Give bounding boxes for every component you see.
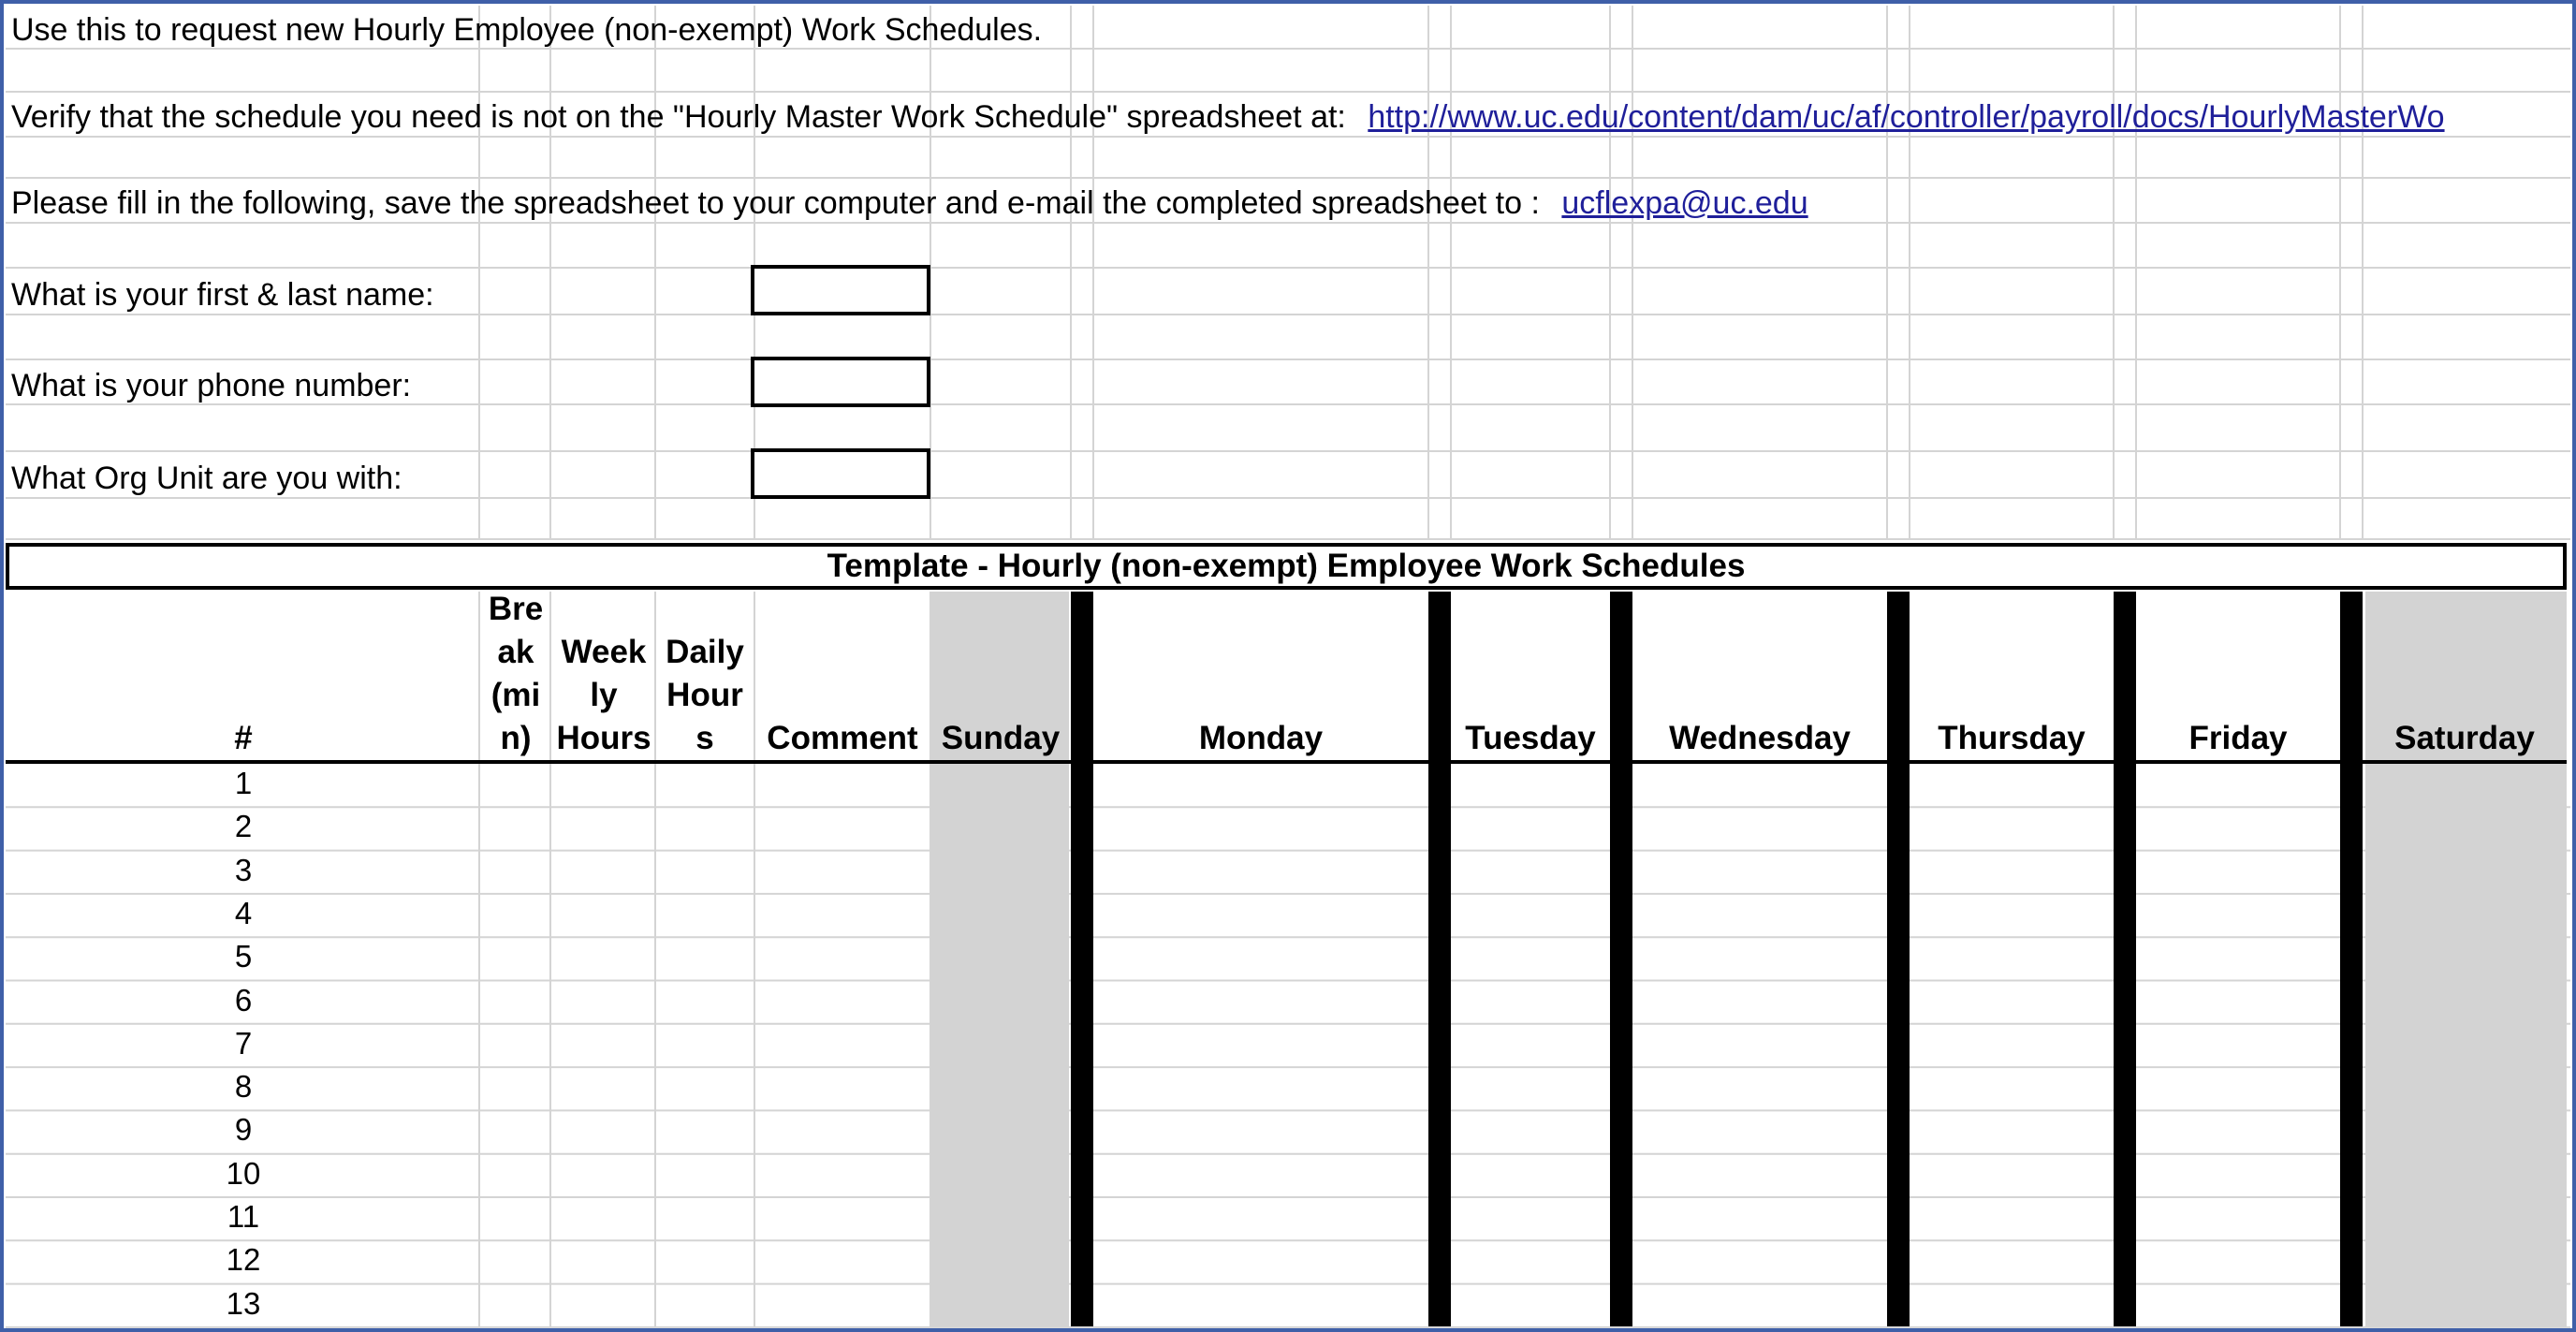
row-number: 11 — [227, 1199, 260, 1234]
master-schedule-link[interactable]: http://www.uc.edu/content/dam/uc/af/controller/payroll/docs/HourlyMasterWo — [1368, 99, 2445, 135]
instruction-line-1: Use this to request new Hourly Employee (non-exempt) Work Schedules. — [11, 12, 1043, 48]
row-number: 10 — [226, 1155, 261, 1191]
row-number: 1 — [234, 766, 253, 800]
column-header-weekly-hours: Week ly Hours — [556, 634, 651, 756]
column-header-saturday: Saturday — [2394, 720, 2535, 756]
day-separator — [1428, 592, 1451, 1326]
column-header-break: Bre ak (mi n) — [488, 591, 544, 756]
column-header-wednesday: Wednesday — [1669, 720, 1851, 756]
header-underline — [6, 760, 2567, 764]
org-unit-label: What Org Unit are you with: — [11, 461, 402, 496]
column-header-thursday: Thursday — [1938, 720, 2086, 756]
row-number: 13 — [226, 1285, 261, 1321]
day-separator — [1071, 592, 1093, 1326]
day-separator — [1887, 592, 1910, 1326]
day-separator — [2340, 592, 2363, 1326]
instruction-line-2-text: Verify that the schedule you need is not on the "Hourly Master Work Schedule" spreadsheet at: — [11, 99, 1346, 135]
day-separator — [2114, 592, 2136, 1326]
email-link[interactable]: ucflexpa@uc.edu — [1561, 185, 1808, 221]
row-number: 4 — [234, 895, 253, 930]
column-header-sunday: Sunday — [941, 720, 1061, 756]
column-header-number: # — [234, 720, 253, 756]
row-number: 6 — [234, 982, 253, 1017]
phone-input[interactable] — [751, 357, 930, 407]
column-header-friday: Friday — [2188, 720, 2288, 756]
column-header-monday: Monday — [1198, 720, 1324, 756]
row-number: 8 — [234, 1069, 253, 1105]
table-title: Template - Hourly (non-exempt) Employee Work Schedules — [6, 543, 2567, 590]
row-number: 9 — [234, 1112, 253, 1148]
phone-label: What is your phone number: — [11, 368, 412, 403]
day-separator — [1610, 592, 1632, 1326]
org-unit-input[interactable] — [751, 448, 930, 499]
instruction-line-3-text: Please fill in the following, save the spreadsheet to your computer and e-mail the completed spreadsheet to : — [11, 185, 1540, 221]
row-number: 2 — [234, 809, 253, 844]
row-number: 7 — [234, 1025, 253, 1061]
row-number: 12 — [226, 1242, 261, 1278]
row-number: 3 — [234, 852, 253, 887]
instruction-line-2 — [11, 98, 2445, 136]
name-input[interactable] — [751, 265, 930, 315]
name-label: What is your first & last name: — [11, 277, 434, 313]
column-header-comment: Comment — [767, 720, 918, 756]
column-header-tuesday: Tuesday — [1465, 720, 1596, 756]
row-number: 5 — [234, 939, 253, 974]
column-header-daily-hours: Daily Hour s — [666, 634, 744, 756]
instruction-line-3 — [11, 184, 1808, 222]
